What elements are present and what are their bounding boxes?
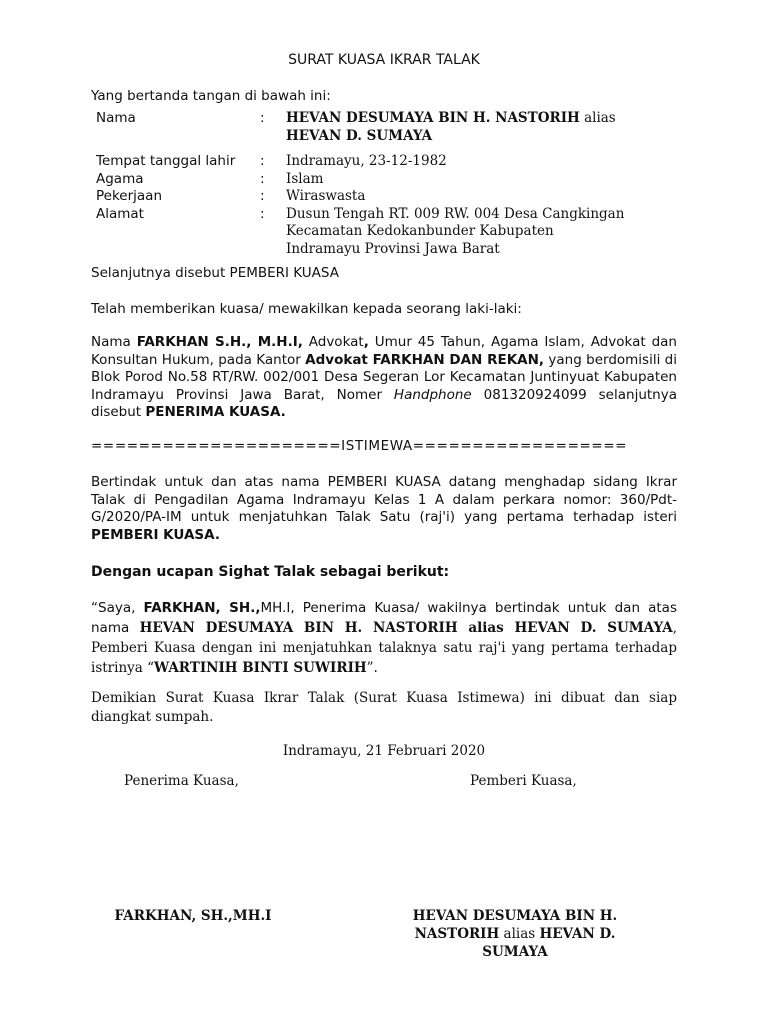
signature-pemberi: HEVAN DESUMAYA BIN H. NASTORIH alias HEVAN D. SUMAYA bbox=[412, 908, 618, 960]
agama-label: Agama bbox=[96, 170, 144, 187]
sighat-heading: Dengan ucapan Sighat Talak sebagai berikut: bbox=[91, 564, 450, 580]
demikian-paragraph: Demikian Surat Kuasa Ikrar Talak (Surat Kuasa Istimewa) ini dibuat dan siap diangkat sumpah. bbox=[91, 690, 677, 725]
handphone-word: Handphone bbox=[393, 386, 472, 403]
bertindak-paragraph: Bertindak untuk dan atas nama PEMBERI KUASA datang menghadap sidang Ikrar Talak di Pengadilan Agama Indramayu Kelas 1 A dalam perkara nomor: 360/Pdt-G/2020/PA-IM untuk menjatuhkan Talak Satu (raj'i) yang pertama terhadap isteri PEMBERI KUASA. bbox=[91, 474, 677, 543]
identity-row-alamat bbox=[92, 206, 676, 259]
kantor-name: Advokat FARKHAN DAN REKAN, bbox=[305, 351, 545, 368]
nama-value: HEVAN DESUMAYA BIN H. NASTORIH bbox=[286, 110, 580, 126]
document-title: SURAT KUASA IKRAR TALAK bbox=[288, 52, 480, 68]
penerima-kuasa-label: Penerima Kuasa, bbox=[124, 773, 239, 789]
pemberi-kuasa-term: PEMBERI KUASA. bbox=[91, 526, 220, 543]
alamat-line-1: Dusun Tengah RT. 009 RW. 004 Desa Cangkingan bbox=[286, 205, 625, 222]
pekerjaan-label: Pekerjaan bbox=[96, 188, 163, 204]
ttl-value: Indramayu, 23-12-1982 bbox=[286, 153, 447, 169]
identity-row-nama bbox=[92, 110, 676, 145]
agama-value: Islam bbox=[286, 170, 324, 187]
sighat-paragraph: “Saya, FARKHAN, SH.,MH.I, Penerima Kuasa/ wakilnya bertindak untuk dan atas nama HEVAN DESUMAYA BIN H. NASTORIH alias HEVAN D. SUMAYA, Pemberi Kuasa dengan ini menjatuhkan talaknya satu raj'i yang pertama terhadap istrinya “WARTINIH BINTI SUWIRIH”. bbox=[91, 600, 678, 676]
intro-text: Yang bertanda tangan di bawah ini: bbox=[91, 88, 331, 104]
alamat-line-2: Kecamatan Kedokanbunder Kabupaten bbox=[286, 223, 554, 239]
colon: : bbox=[260, 205, 265, 222]
penerima-name: FARKHAN S.H., M.H.I, bbox=[136, 334, 303, 350]
pekerjaan-value: Wiraswasta bbox=[286, 188, 366, 204]
memberikan-line: Telah memberikan kuasa/ mewakilkan kepada seorang laki-laki: bbox=[91, 301, 522, 317]
alias-word: alias bbox=[579, 110, 616, 126]
signature-penerima: FARKHAN, SH.,MH.I bbox=[114, 908, 272, 924]
penerima-kuasa-term: PENERIMA KUASA. bbox=[145, 404, 286, 420]
sighat-penerima-name: FARKHAN, SH., bbox=[143, 600, 261, 616]
identity-row-agama bbox=[92, 171, 676, 189]
alamat-label: Alamat bbox=[96, 205, 144, 222]
ttl-label: Tempat tanggal lahir bbox=[96, 153, 236, 169]
sighat-pemberi-name: HEVAN DESUMAYA BIN H. NASTORIH alias HEVAN D. SUMAYA bbox=[139, 620, 673, 636]
alamat-line-3: Indramayu Provinsi Jawa Barat bbox=[286, 240, 500, 257]
pemberi-kuasa-line: Selanjutnya disebut PEMBERI KUASA bbox=[91, 265, 339, 281]
identity-row-pekerjaan bbox=[92, 188, 676, 206]
place-date: Indramayu, 21 Februari 2020 bbox=[282, 743, 486, 759]
pemberi-kuasa-label: Pemberi Kuasa, bbox=[470, 773, 577, 789]
colon: : bbox=[260, 153, 265, 169]
istri-name: WARTINIH BINTI SUWIRIH bbox=[154, 660, 367, 676]
colon: : bbox=[260, 170, 265, 187]
nama-alias: HEVAN D. SUMAYA bbox=[286, 127, 433, 144]
pemberi-kuasa-term: PEMBERI KUASA bbox=[229, 265, 339, 281]
penerima-paragraph: Nama FARKHAN S.H., M.H.I, Advokat, Umur 45 Tahun, Agama Islam, Advokat dan Konsultan Hukum, pada Kantor Advokat FARKHAN DAN REKAN, yang berdomisili di Blok Porod No.58 RT/RW. 002/001 Desa Segeran Lor Kecamatan Juntinyuat Kabupaten Indramayu Provinsi Jawa Barat, Nomer Handphone 081320924099 selanjutnya disebut PENERIMA KUASA. bbox=[91, 334, 677, 420]
colon: : bbox=[260, 188, 265, 204]
colon: : bbox=[260, 110, 265, 126]
identity-row-ttl bbox=[92, 153, 676, 171]
nama-label: Nama bbox=[96, 110, 136, 126]
identity-table bbox=[92, 110, 676, 258]
istimewa-separator: =====================ISTIMEWA================== bbox=[91, 438, 628, 454]
